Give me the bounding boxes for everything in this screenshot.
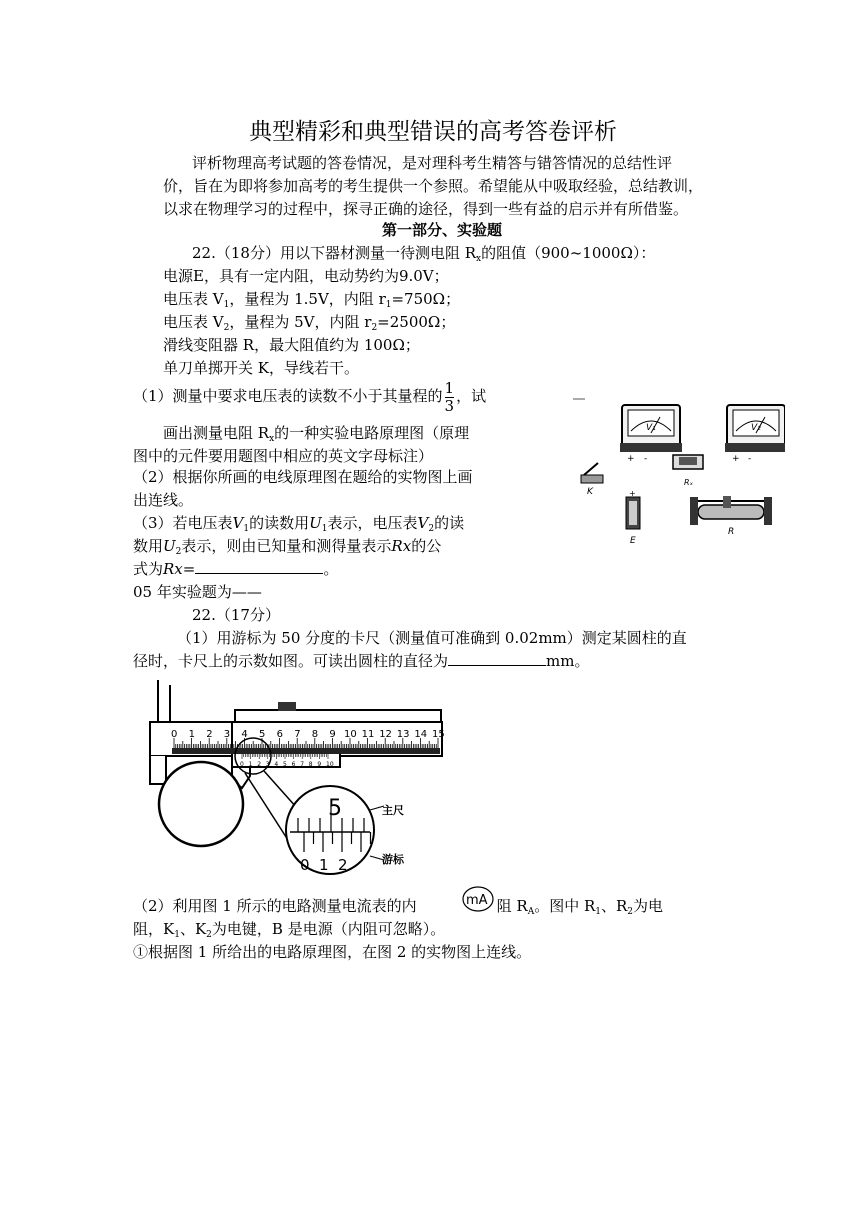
text: 式为 [133,560,164,578]
subscript: x [476,254,482,264]
text: ，量程为 5V，内阻 r [229,313,372,331]
magnified-main-number: 5 [328,796,342,821]
vernier-label: 游标 [382,853,404,866]
vernier-scale-number: 4 [274,761,279,768]
apparatus-figure [570,393,785,553]
main-scale-number: 0 [171,729,178,740]
main-scale-number: 12 [379,729,392,740]
voltmeter-v2-icon [725,405,785,464]
intro-line-1: 评析物理高考试题的答卷情况，是对理科考生精答与错答情况的总结性评 [192,154,673,172]
milliammeter-label: mA [466,893,488,908]
q22-part3-line3 [133,558,338,579]
battery-e-icon [626,489,640,546]
text: 的公 [411,537,442,555]
magnified-vernier-number: 0 [300,856,310,874]
section-heading: 第一部分、实验题 [382,221,503,239]
text: ，量程为 1.5V，内阻 r [229,290,386,308]
subscript: 2 [175,547,182,557]
italic-symbol: U [309,514,322,532]
q22-part1-line3: 图中的元件要用题图中相应的英文字母标注） [133,447,434,465]
main-scale-number: 11 [361,729,375,740]
text: 阻，K [133,920,175,938]
fraction-one-third [445,380,455,415]
subscript: 2 [371,323,378,333]
text: 的一种实验电路原理图（原理 [274,424,470,442]
material-source: 电源E，具有一定内阻，电动势约为9.0V； [163,267,449,285]
subscript: 1 [243,524,250,534]
vernier-scale-number: 0 [240,761,244,768]
page-title: 典型精彩和典型错误的高考答卷评析 [249,119,617,145]
rx-label: Rₓ [684,478,694,487]
text: 数用 [133,537,164,555]
text: 画出测量电阻 R [163,424,270,442]
fraction-denominator: 3 [444,396,455,415]
italic-symbol: U [163,537,176,555]
q22-part2-line2: 出连线。 [133,491,194,509]
answer-blank[interactable] [448,653,546,666]
q22-part3-line1 [133,512,464,533]
magnified-view [286,786,374,874]
text: （3）若电压表 [133,514,233,532]
q22-part1-line1 [133,377,486,415]
vernier-scale-number: 8 [308,761,313,768]
answer-blank[interactable] [195,561,323,574]
main-scale-number: 2 [206,729,213,740]
vernier-scale-number: 7 [300,761,305,768]
y05-part2-line2 [133,918,445,939]
text: 的读 [434,514,465,532]
main-scale-number: 13 [396,729,410,740]
q22-heading-text: 22.（18分）用以下器材测量一待测电阻 R [192,244,477,262]
text: = [182,560,196,578]
subscript: 1 [174,930,180,940]
y05-label: 05 年实验题为—— [133,583,262,601]
vernier-scale-number: 1 [248,761,253,768]
text: 、K [179,920,207,938]
text: =750Ω； [391,290,461,308]
v2-label: V₂ [751,423,761,433]
minus-sign: - [644,454,648,464]
plus-sign: + [732,454,740,464]
switch-k-icon [581,463,603,497]
y05-part1-line1: （1）用游标为 50 分度的卡尺（测量值可准确到 0.02mm）测定某圆柱的直 [177,629,687,647]
magnifier-leader [245,773,288,840]
text: （2）利用图 1 所示的电路测量电流表的内 [133,897,417,915]
main-scale-number: 4 [241,729,248,740]
magnified-vernier-number: 2 [338,856,348,874]
subscript: 1 [321,524,328,534]
subscript: 2 [223,323,230,333]
text: =2500Ω； [377,313,456,331]
magnified-vernier-number: 1 [319,856,329,874]
vernier-scale-number: 9 [317,761,322,768]
main-scale-number: 6 [276,729,283,740]
y05-q22-heading: 22.（17分） [192,606,280,624]
italic-symbol: Rx [163,560,183,578]
italic-symbol: Rx [391,537,412,555]
plus-sign: + [629,489,636,498]
text: 表示，则由已知量和测得量表示 [181,537,392,555]
q22-part3-line2 [133,535,441,556]
text: 径时，卡尺上的示数如图。可读出圆柱的直径为 [133,652,449,670]
main-scale-number: 3 [223,729,231,740]
plus-sign: + [627,454,635,464]
q22-part2-line1: （2）根据你所画的电线原理图在题给的实物图上画 [133,468,473,486]
material-rheostat: 滑线变阻器 R，最大阻值约为 100Ω； [163,336,420,354]
material-v2 [163,311,455,332]
subscript: 2 [428,524,435,534]
y05-part1-line2 [133,650,589,671]
subscript: A [527,907,535,917]
intro-line-3: 以求在物理学习的过程中，探寻正确的途径，得到一些有益的启示并有所借鉴。 [163,200,689,218]
y05-part2-line1 [133,895,663,916]
main-scale-number: 10 [344,729,357,740]
text: 表示，电压表 [327,514,418,532]
vernier-scale-number: 6 [291,761,296,768]
q22-part1-line2 [163,422,469,443]
subscript: 1 [385,300,392,310]
r-label: R [728,527,735,537]
text: 。 [323,560,339,578]
main-scale-number: 1 [188,729,195,740]
intro-line-2: 价，旨在为即将参加高考的考生提供一个参照。希望能从中吸取经验，总结教训， [163,177,704,195]
text: mm。 [546,652,590,670]
subscript: 2 [206,930,212,940]
main-scale-number: 8 [311,729,319,740]
k-label: K [587,487,593,497]
subscript: 1 [223,300,230,310]
main-scale-number: 7 [294,729,301,740]
text: 电压表 V [163,313,224,331]
text: ，试 [456,387,487,405]
milliammeter-symbol [461,884,495,914]
text: 为电键，B 是电源（内阻可忽略）。 [211,920,446,938]
text: 。图中 R [534,897,596,915]
main-scale-number: 14 [414,729,428,740]
y05-part2-line3: ①根据图 1 所给出的电路原理图，在图 2 的实物图上连线。 [133,943,532,961]
vernier-scale-number: 10 [326,761,334,768]
text: 为电 [633,897,664,915]
q22-heading [192,242,655,263]
main-scale-label: 主尺 [382,804,404,817]
subscript: x [269,434,275,444]
minus-sign: - [748,454,752,464]
main-scale-number: 5 [259,729,266,740]
e-label: E [630,536,636,546]
main-scale-number: 15 [432,729,445,740]
resistor-rx-icon [673,455,703,487]
text: 、R [600,897,628,915]
text: 电压表 V [163,290,224,308]
italic-symbol: V [232,514,244,532]
rheostat-r-icon [690,496,772,537]
text: 的读数用 [249,514,310,532]
vernier-scale-number: 5 [283,761,287,768]
q22-heading-text-2: 的阻值（900~1000Ω）： [481,244,656,262]
text: （1）测量中要求电压表的读数不小于其量程的 [133,387,443,405]
v1-label: V₁ [646,423,656,433]
fraction-numerator: 1 [444,378,455,397]
subscript: 1 [595,907,601,917]
main-scale-number: 9 [329,729,336,740]
material-v1 [163,288,460,309]
vernier-caliper-figure [140,680,452,878]
material-switch: 单刀单掷开关 K，导线若干。 [163,359,359,377]
italic-symbol: V [417,514,429,532]
vernier-scale-number: 3 [265,761,270,768]
vernier-scale-number: 2 [257,761,262,768]
text: 阻 R [496,897,528,915]
subscript: 2 [627,907,634,917]
